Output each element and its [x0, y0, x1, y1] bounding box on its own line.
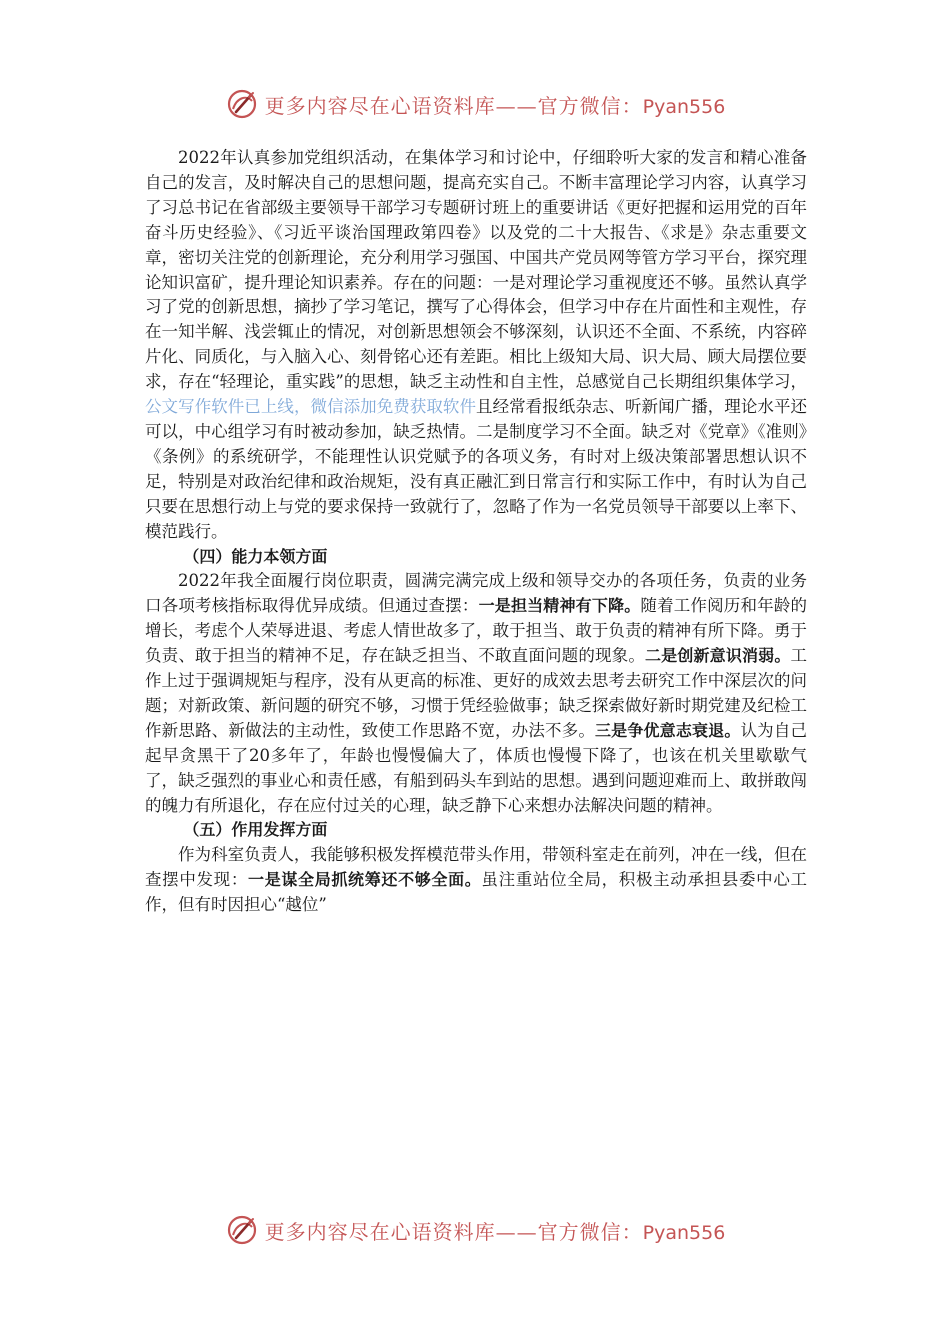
watermark-suffix-label: 官方微信： [537, 93, 643, 118]
watermark-text [265, 1216, 726, 1245]
pen-swirl-logo-icon [225, 87, 259, 121]
paragraph3-bold-1: 一是谋全局抓统筹还不够全面。 [248, 870, 482, 890]
paragraph-role [145, 843, 807, 918]
watermark-suffix-label: 官方微信： [537, 1219, 643, 1244]
paragraph2-text-d: 认为自己起早贪黑干了20多年了，年龄也慢慢偏大了，体质也慢慢下降了，也该在机关里歇歇气了，缺乏强烈的事业心和责任感，有船到码头车到站的思想。遇到问题迎难而上、敢拼敢闯的魄力有所退化，存在应付过关的心理，缺乏静下心来想办法解决问题的精神。 [145, 720, 807, 815]
watermark-title: 更多内容尽在心语资料库 [264, 1219, 496, 1244]
watermark-wechat-id: Pyan556 [642, 95, 726, 118]
document-body [145, 146, 807, 918]
section-heading-role: （五）作用发挥方面 [183, 820, 328, 840]
paragraph-theory-study [145, 146, 807, 545]
pen-swirl-logo-icon [225, 1213, 259, 1247]
promo-link[interactable]: 公文写作软件已上线，微信添加免费获取软件 [145, 397, 477, 417]
paragraph-ability [145, 569, 807, 818]
header-watermark-banner [0, 84, 950, 124]
watermark-title: 更多内容尽在心语资料库 [264, 93, 496, 118]
watermark-dash: —— [495, 93, 538, 118]
paragraph2-text-b: 随着工作阅历和年龄的增长，考虑个人荣辱进退、考虑人情世故多了，敢于担当、敢于负责的精神有所下降。勇于负责、敢于担当的精神不足，存在缺乏担当、不敢直面问题的现象。 [145, 596, 808, 666]
paragraph2-bold-2: 二是创新意识消弱。 [645, 646, 791, 666]
paragraph2-text-c: 工作上过于强调规矩与程序，没有从更高的标准、更好的成效去思考去研究工作中深层次的问题；对新政策、新问题的研究不够，习惯于凭经验做事；缺乏探索做好新时期党建及纪检工作新思路、新做法的主动性，致使工作思路不宽，办法不多。 [145, 646, 807, 740]
watermark-dash: —— [495, 1219, 538, 1244]
section-heading-ability: （四）能力本领方面 [183, 546, 328, 566]
watermark-wechat-id: Pyan556 [642, 1221, 726, 1244]
paragraph3-text-a: 作为科室负责人，我能够积极发挥模范带头作用，带领科室走在前列，冲在一线，但在查摆中发现： [145, 845, 807, 890]
paragraph2-bold-3: 三是争优意志衰退。 [595, 720, 741, 740]
paragraph2-text-a: 2022年我全面履行岗位职责，圆满完满完成上级和领导交办的各项任务，负责的业务口各项考核指标取得优异成绩。但通过查摆： [145, 571, 807, 616]
watermark-text [265, 90, 726, 119]
footer-watermark-banner [0, 1210, 950, 1250]
paragraph2-bold-1: 一是担当精神有下降。 [478, 596, 641, 616]
paragraph1-text-b: 且经常看报纸杂志、听新闻广播，理论水平还可以，中心组学习有时被动参加，缺乏热情。二是制度学习不全面。缺乏对《党章》《准则》《条例》的系统研学，不能理性认识党赋予的各项义务，有时对上级决策部署思想认识不足，特别是对政治纪律和政治规矩，没有真正融汇到日常言行和实际工作中，有时认为自己只要在思想行动上与党的要求保持一致就行了，忽略了作为一名党员领导干部要以上率下、模范践行。 [145, 397, 808, 541]
paragraph3-text-b: 虽注重站位全局，积极主动承担县委中心工作，但有时因担心“越位” [145, 870, 807, 915]
paragraph1-text-a: 2022年认真参加党组织活动，在集体学习和讨论中，仔细聆听大家的发言和精心准备自己的发言，及时解决自己的思想问题，提高充实自己。不断丰富理论学习内容，认真学习了习总书记在省部级主要领导干部学习专题研讨班上的重要讲话《更好把握和运用党的百年奋斗历史经验》、《习近平谈治国理政第四卷》以及党的二十大报告、《求是》杂志重要文章，密切关注党的创新理论，充分利用学习强国、中国共产党员网等管方学习平台，探究理论知识富矿，提升理论知识素养。存在的问题：一是对理论学习重视度还不够。虽然认真学习了党的创新思想，摘抄了学习笔记，撰写了心得体会，但学习中存在片面性和主观性，存在一知半解、浅尝辄止的情况，对创新思想领会不够深刻，认识还不全面、不系统，内容碎片化、同质化，与入脑入心、刻骨铭心还有差距。相比上级知大局、识大局、顾大局摆位要求，存在“轻理论，重实践”的思想，缺乏主动性和自主性，总感觉自己长期组织集体学习， [145, 148, 807, 392]
